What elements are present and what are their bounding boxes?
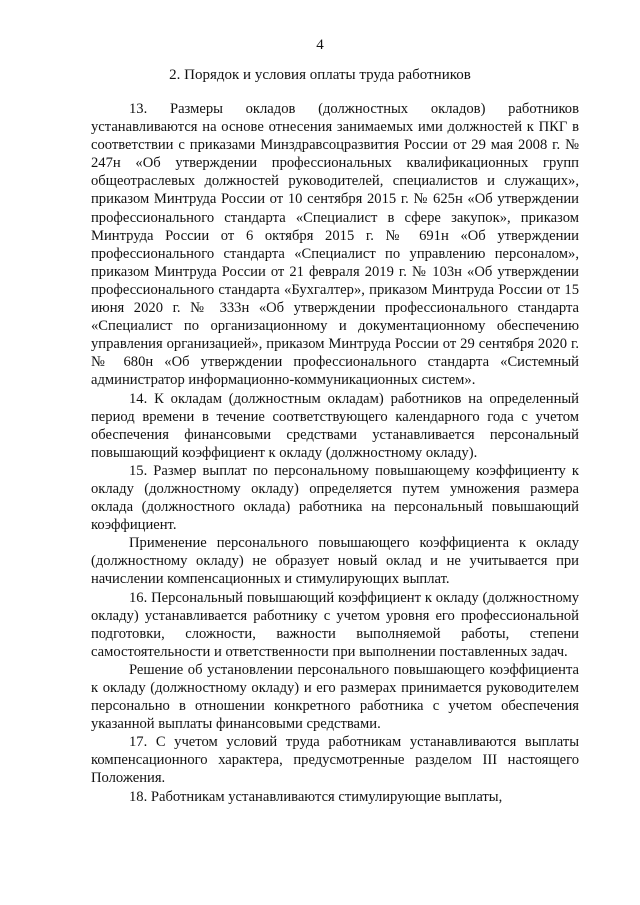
paragraph-15: 15. Размер выплат по персональному повышающему коэффициенту к окладу (должностному окладу) определяется путем умножения размера оклада (должностного оклада) работника на персональный повышающий коэффициент. [91,462,579,534]
paragraph-16: 16. Персональный повышающий коэффициент к окладу (должностному окладу) устанавливается работнику с учетом уровня его профессиональной подготовки, сложности, важности выполняемой работы, степени самостоятельности и ответственности при выполнении поставленных задач. [91,589,579,660]
paragraph-18: 18. Работникам устанавливаются стимулирующие выплаты, [129,788,503,805]
paragraph-15-continuation: Применение персонального повышающего коэффициента к окладу (должностному окладу) не образует новый оклад и не учитывается при начислении компенсационных и стимулирующих выплат. [91,535,579,588]
paragraph-13: 13. Размеры окладов (должностных окладов) работников устанавливаются на основе отнесения занимаемых ими должностей к ПКГ в соответствии с приказами Минздравсоцразвития России от 29 мая 2008 г. № 247н «Об утверждении профессиональных квалификационных групп общеотраслевых должностей руководителей, специалистов и служащих», приказом Минтруда России от 10 сентября 2015 г. № 625н «Об утверждении профессионального стандарта «Специалист в сфере закупок», приказом Минтруда России от 6 октября 2015 г. № 691н «Об утверждении профессионального стандарта «Специалист по управлению персоналом», приказом Минтруда России от 21 февраля 2019 г. № 103н «Об утверждении профессионального стандарта «Бухгалтер», приказом Минтруда России от 15 июня 2020 г. № 333н «Об утверждении профессионального стандарта «Специалист по организационному и документационному обеспечению управления организацией», приказом Минтруда России от 29 сентября 2020 г. № 680н «Об утверждении профессионального стандарта «Системный администратор информационно-коммуникационных систем». [91,101,579,389]
document-body [91,100,579,806]
paragraph-16-continuation: Решение об установлении персонального повышающего коэффициента к окладу (должностному окладу) и его размерах принимается руководителем персонально в отношении конкретного работника с учетом обеспечения указанной выплаты финансовыми средствами. [91,661,579,733]
section-title: 2. Порядок и условия оплаты труда работников [169,67,471,83]
page-number: 4 [316,37,324,53]
paragraph-14: 14. К окладам (должностным окладам) работников на определенный период времени в течение соответствующего календарного года с учетом обеспечения финансовыми средствами устанавливается персональный повышающий коэффициент к окладу (должностному окладу). [91,390,579,461]
paragraph-17: 17. С учетом условий труда работникам устанавливаются выплаты компенсационного характера, предусмотренные разделом III настоящего Положения. [91,734,579,787]
